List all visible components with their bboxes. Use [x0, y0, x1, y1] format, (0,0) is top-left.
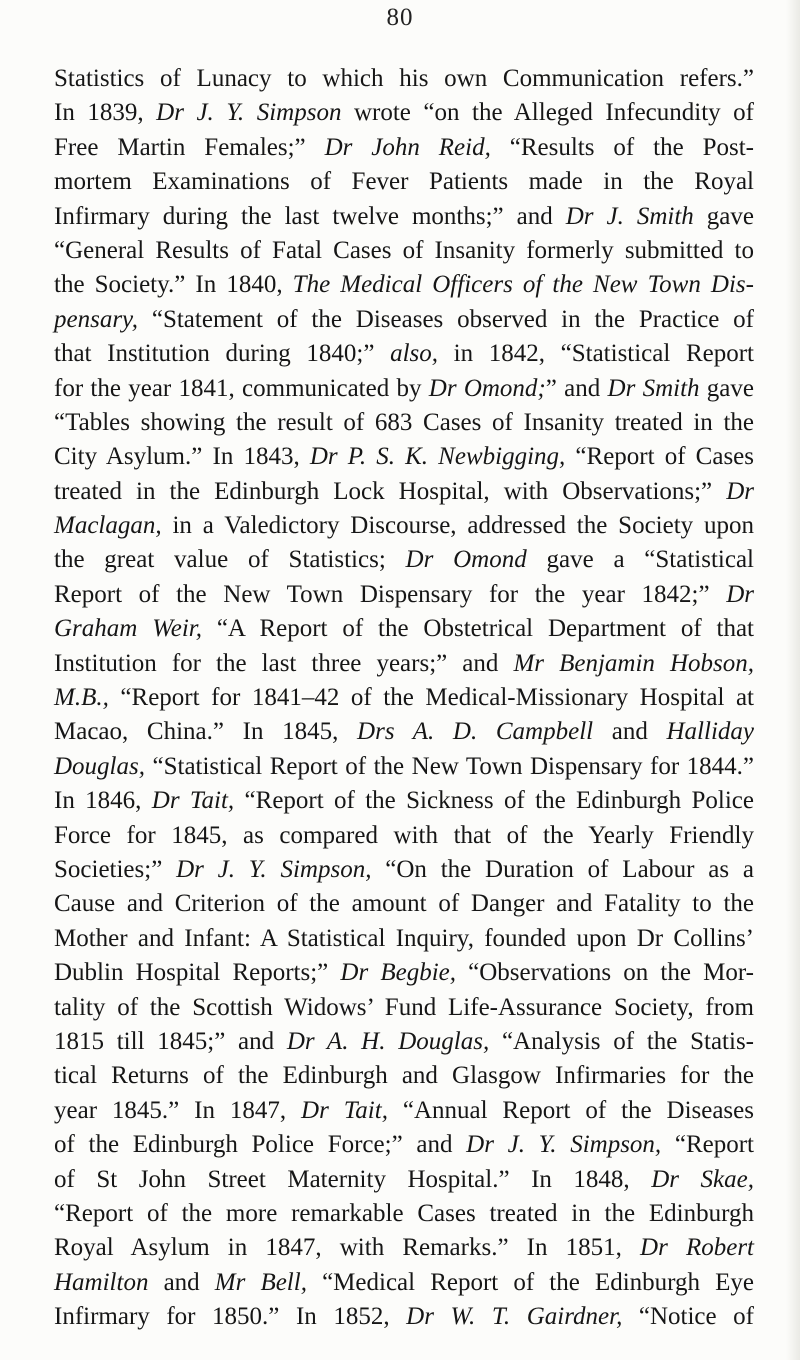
text-span: wrote “on the Alleged Infecundity of [341, 99, 755, 127]
text-line [54, 715, 754, 749]
text-line [54, 1231, 754, 1265]
italic-name-span: Dr J. Y. Simpson, [466, 1131, 662, 1159]
italic-name-span: Dr J. Y. Simpson [156, 99, 342, 127]
text-line [54, 1163, 754, 1197]
text-span: Mother and Infant: A Statistical Inquiry, founded upon Dr Collins’ [54, 924, 754, 952]
text-span: “On the Duration of Labour as a [371, 855, 754, 883]
text-span: Societies;” [54, 855, 177, 883]
text-span: “Tables showing the result of 683 Cases of Insanity treated in the [54, 408, 754, 436]
text-line [54, 991, 754, 1025]
text-span: in 1842, “Statistical Report [438, 340, 754, 368]
italic-name-span: Dr P. S. K. Newbigging, [309, 443, 566, 471]
text-line [54, 165, 754, 199]
text-span: “Results of the Post- [490, 133, 754, 161]
text-line [54, 647, 754, 681]
text-span: Free Martin Females;” [54, 133, 325, 161]
text-span: Infirmary for 1850.” In 1852, [54, 1303, 407, 1331]
text-line [54, 1025, 754, 1059]
italic-name-span: Graham Weir, [54, 615, 202, 643]
text-line [54, 234, 754, 268]
text-span: treated in the Edinburgh Lock Hospital, with Observations;” [54, 477, 727, 505]
text-span: the Society.” In 1840, [54, 271, 293, 299]
italic-name-span: Maclagan, [54, 512, 162, 540]
text-line [54, 578, 754, 612]
text-span: for the year 1841, communicated by [54, 374, 429, 402]
italic-name-span: also, [390, 340, 439, 368]
text-line [54, 612, 754, 646]
text-line [54, 440, 754, 474]
italic-name-span: Dr Omond; [428, 374, 546, 402]
text-line [54, 303, 754, 337]
italic-name-span: Dr Robert [640, 1234, 754, 1262]
text-line [54, 922, 754, 956]
text-span: “Report of the more remarkable Cases treated in the Edinburgh [54, 1199, 754, 1227]
italic-name-span: Dr A. H. Douglas, [286, 1027, 490, 1055]
italic-name-span: Dr [726, 580, 754, 608]
text-line [54, 406, 754, 440]
text-span: Macao, China.” In 1845, [54, 718, 358, 746]
text-line [54, 819, 754, 853]
italic-name-span: Dr Skae, [651, 1165, 754, 1193]
text-line [54, 62, 754, 96]
text-span: “General Results of Fatal Cases of Insanity formerly submitted to [54, 236, 754, 264]
text-span: “Statistical Report of the New Town Dispensary for 1844.” [144, 752, 754, 780]
text-span: and [593, 718, 667, 746]
text-span: “Report of the Sickness of the Edinburgh Police [234, 787, 754, 815]
text-line [54, 268, 754, 302]
text-line [54, 887, 754, 921]
text-span: of St John Street Maternity Hospital.” In 1848, [54, 1165, 652, 1193]
text-span: of the Edinburgh Police Force;” and [54, 1131, 467, 1159]
text-span: “Report for 1841–42 of the Medical-Missionary Hospital at [108, 684, 754, 712]
text-line [54, 200, 754, 234]
text-span: “Notice of [622, 1303, 755, 1331]
text-span: tality of the Scottish Widows’ Fund Life-Assurance Society, from [54, 993, 754, 1021]
text-span: “A Report of the Obstetrical Department of that [201, 615, 754, 643]
text-span: Report of the New Town Dispensary for the year 1842;” [54, 580, 727, 608]
text-span: Statistics of Lunacy to which his own Communication refers.” [54, 65, 754, 92]
italic-name-span: M.B., [54, 684, 109, 712]
body-paragraph [54, 62, 754, 1334]
text-line [54, 1094, 754, 1128]
text-span: “Observations on the Mor- [456, 959, 754, 987]
text-span: Infirmary during the last twelve months;” and [54, 202, 566, 230]
text-line [54, 509, 754, 543]
text-span: 1815 till 1845;” and [54, 1027, 287, 1055]
text-line [54, 750, 754, 784]
text-line [54, 1197, 754, 1231]
italic-name-span: Dr Tait, [151, 787, 235, 815]
text-span: ” and [545, 374, 608, 402]
text-line [54, 475, 754, 509]
text-span: “Report of Cases [565, 443, 754, 471]
italic-name-span: Halliday [666, 718, 754, 746]
italic-name-span: Douglas, [54, 752, 145, 780]
italic-name-span: Dr [726, 477, 754, 505]
text-span: the great value of Statistics; [54, 546, 406, 574]
italic-name-span: Dr J. Smith [565, 202, 694, 230]
page-number: 80 [386, 4, 414, 31]
italic-name-span: Mr Bell, [214, 1268, 307, 1296]
text-line [54, 681, 754, 715]
text-line [54, 131, 754, 165]
text-span: In 1839, [54, 99, 157, 127]
text-span: “Medical Report of the Edinburgh Eye [306, 1268, 754, 1296]
page-edge-shadow [786, 0, 800, 1360]
text-line [54, 1300, 754, 1334]
text-line [54, 337, 754, 371]
text-line [54, 543, 754, 577]
text-line [54, 1059, 754, 1093]
text-span: in a Valedictory Discourse, addressed the Society upon [161, 512, 754, 540]
text-line [54, 784, 754, 818]
italic-name-span: Hamilton [54, 1268, 149, 1296]
italic-name-span: Mr Benjamin Hobson, [513, 649, 754, 677]
italic-name-span: Dr Begbie, [340, 959, 456, 987]
text-span: Royal Asylum in 1847, with Remarks.” In 1851, [54, 1234, 641, 1262]
text-span: City Asylum.” In 1843, [54, 443, 310, 471]
text-span: “Report [661, 1131, 754, 1159]
italic-name-span: Dr J. Y. Simpson, [176, 855, 372, 883]
text-span: “Annual Report of the Diseases [387, 1096, 754, 1124]
text-span: year 1845.” In 1847, [54, 1096, 302, 1124]
italic-name-span: pensary, [54, 305, 139, 333]
text-line [54, 956, 754, 990]
text-span: Force for 1845, as compared with that of the Yearly Friendly [54, 821, 754, 849]
text-line [54, 96, 754, 130]
text-span: tical Returns of the Edinburgh and Glasgow Infirmaries for the [54, 1062, 754, 1090]
text-span: gave [699, 374, 754, 402]
text-span: “Statement of the Diseases observed in the Practice of [138, 305, 754, 333]
text-span: “Analysis of the Statis- [489, 1027, 754, 1055]
italic-name-span: The Medical Officers of the New Town Dis- [292, 271, 754, 299]
text-span: and [148, 1268, 215, 1296]
italic-name-span: Dr Omond [405, 546, 527, 574]
text-line [54, 1266, 754, 1300]
text-span: Cause and Criterion of the amount of Danger and Fatality to the [54, 890, 754, 918]
text-span: In 1846, [54, 787, 152, 815]
text-line [54, 853, 754, 887]
text-span: mortem Examinations of Fever Patients made in the Royal [54, 168, 754, 196]
italic-name-span: Dr W. T. Gairdner, [406, 1303, 623, 1331]
italic-name-span: Dr John Reid, [324, 133, 491, 161]
text-span: gave [693, 202, 754, 230]
italic-name-span: Drs A. D. Campbell [357, 718, 594, 746]
text-span: Institution for the last three years;” and [54, 649, 514, 677]
italic-name-span: Dr Smith [607, 374, 700, 402]
text-line [54, 372, 754, 406]
text-span: gave a “Statistical [526, 546, 755, 574]
italic-name-span: Dr Tait, [301, 1096, 388, 1124]
text-span: Dublin Hospital Reports;” [54, 959, 341, 987]
text-span: that Institution during 1840;” [54, 340, 391, 368]
text-line [54, 1128, 754, 1162]
